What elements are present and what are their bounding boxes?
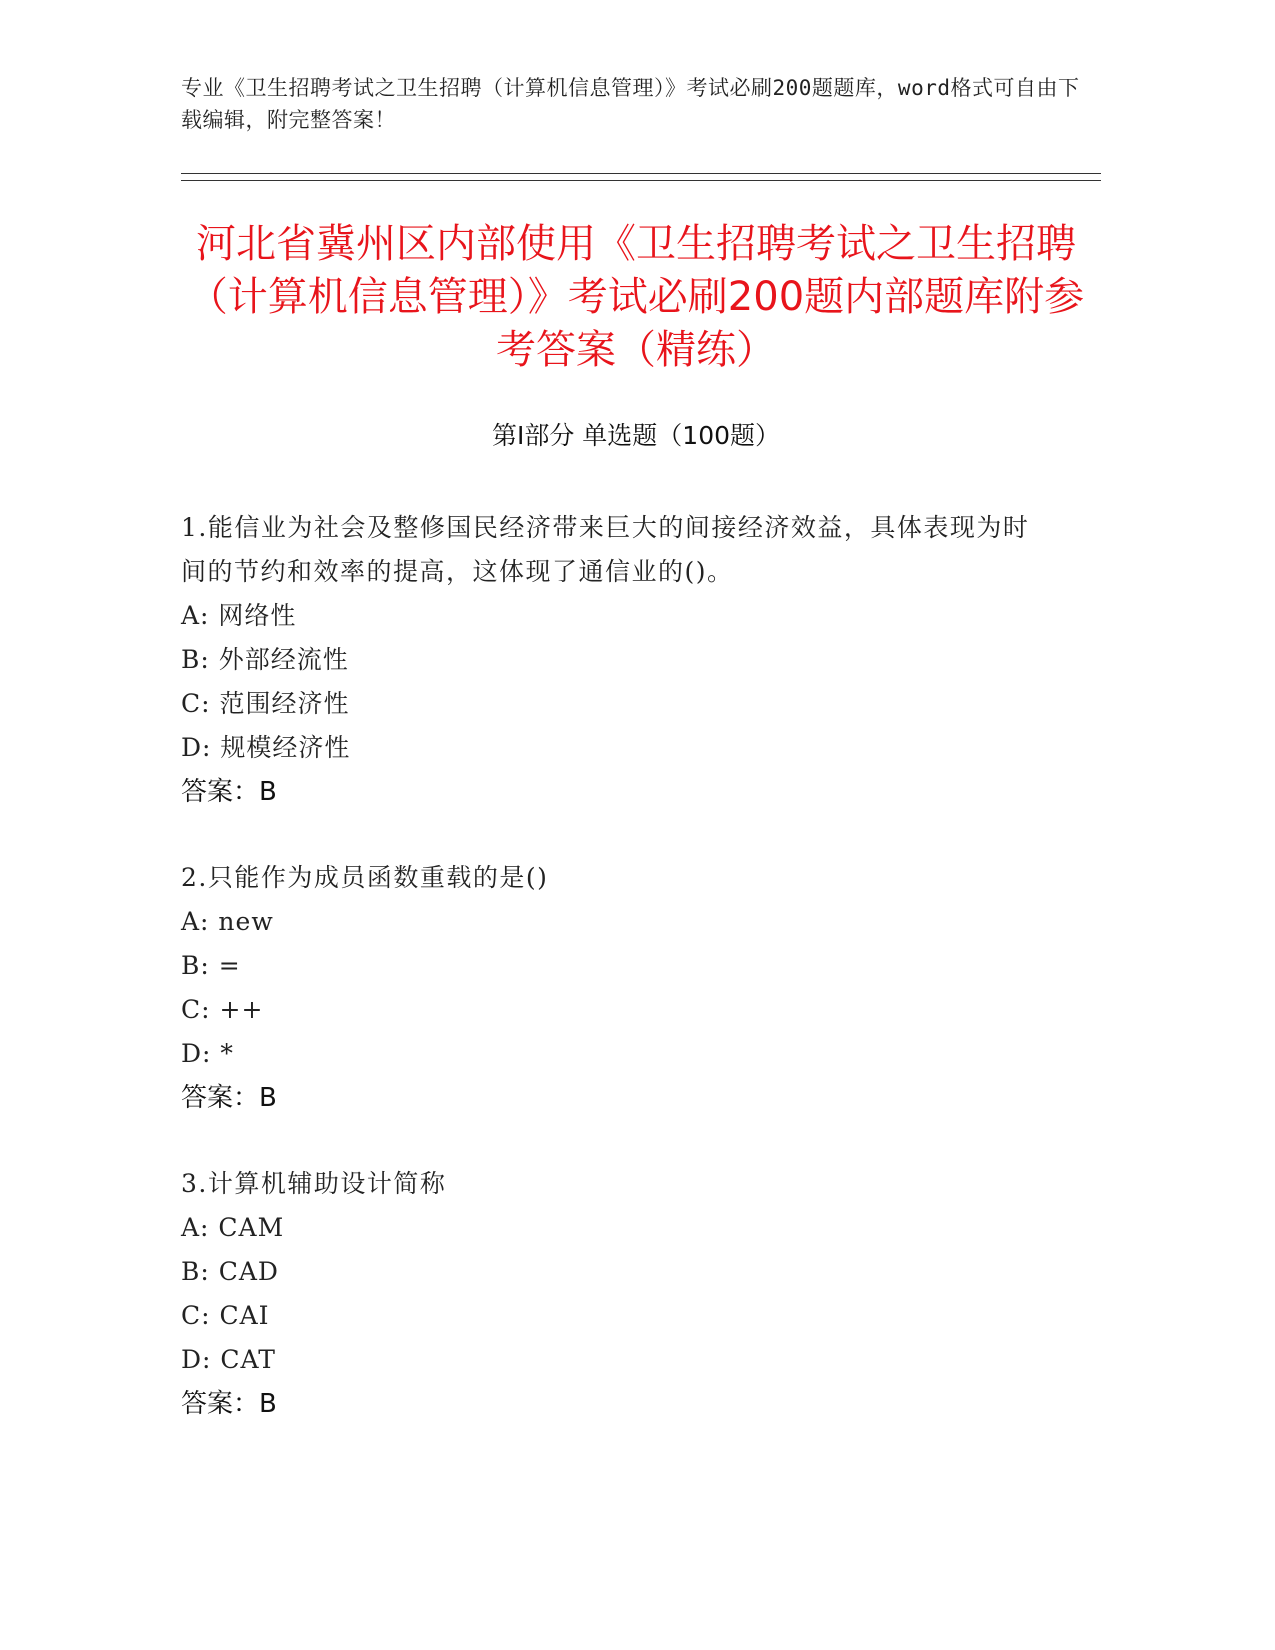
answer: 答案：B: [181, 1389, 277, 1419]
answer: 答案：B: [181, 777, 277, 807]
header-note: 专业《卫生招聘考试之卫生招聘（计算机信息管理）》考试必刷200题题库，word格式可自由下载编辑，附完整答案！: [181, 76, 1080, 132]
question-3: [181, 1162, 1041, 1426]
question-stem: 2.只能作为成员函数重载的是(): [181, 863, 549, 892]
section-title: 第Ⅰ部分 单选题（100题）: [491, 421, 781, 450]
option-d: D: *: [181, 1039, 234, 1068]
header-divider-top: [181, 173, 1101, 174]
question-2: [181, 856, 1041, 1120]
option-d: D: 规模经济性: [181, 733, 351, 762]
option-b: B: =: [181, 951, 241, 980]
question-1: [181, 506, 1041, 814]
option-c: C: 范围经济性: [181, 689, 350, 718]
option-b: B: 外部经流性: [181, 645, 349, 674]
option-c: C: ++: [181, 995, 264, 1024]
question-stem: 3.计算机辅助设计简称: [181, 1169, 447, 1198]
document-title: 河北省冀州区内部使用《卫生招聘考试之卫生招聘（计算机信息管理）》考试必刷200题内部题库附参考答案（精练）: [187, 221, 1085, 373]
option-c: C: CAI: [181, 1301, 270, 1330]
answer: 答案：B: [181, 1083, 277, 1113]
option-a: A: CAM: [181, 1213, 285, 1242]
header-divider-bottom: [181, 180, 1101, 181]
option-a: A: 网络性: [181, 601, 297, 630]
question-stem: 1.能信业为社会及整修国民经济带来巨大的间接经济效益，具体表现为时间的节约和效率的提高，这体现了通信业的()。: [181, 513, 1030, 586]
option-d: D: CAT: [181, 1345, 276, 1374]
option-b: B: CAD: [181, 1257, 279, 1286]
option-a: A: new: [181, 907, 274, 936]
question-list: [181, 506, 1041, 1468]
